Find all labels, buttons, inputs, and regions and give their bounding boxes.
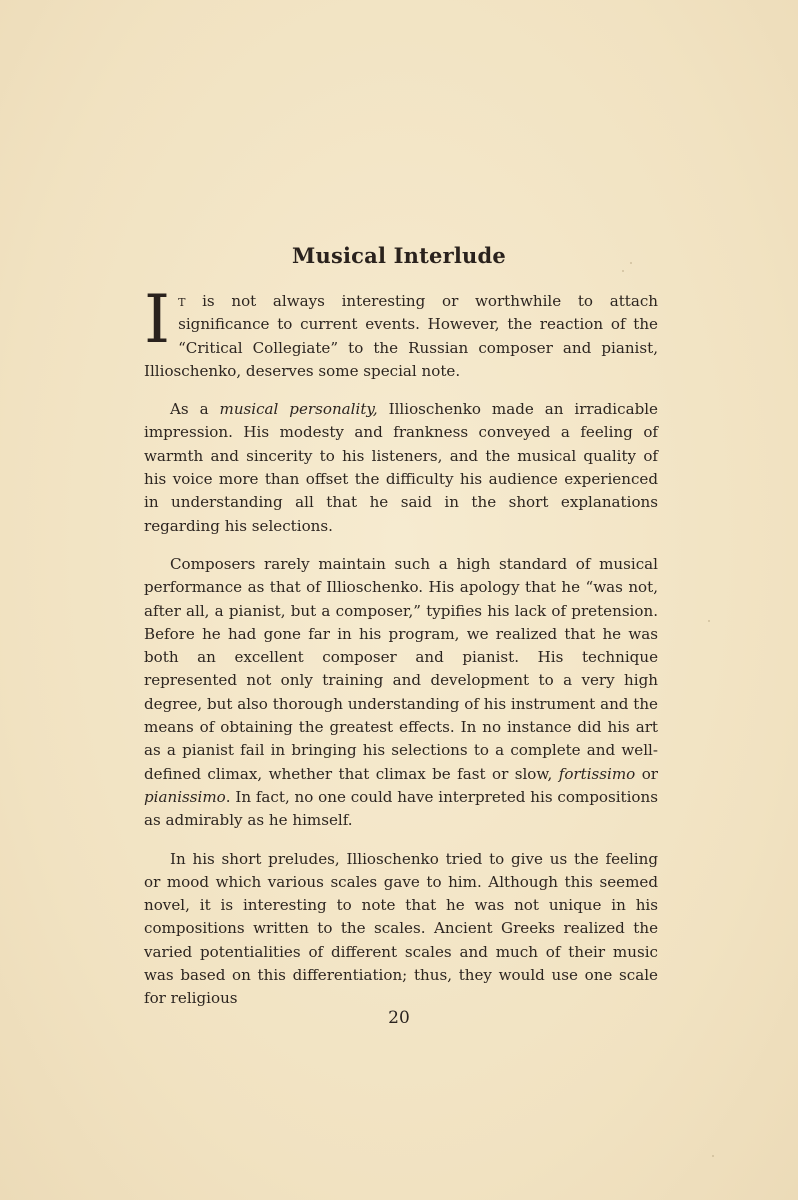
paragraph-2-italic: musical personality, xyxy=(219,400,378,419)
drop-cap: I xyxy=(144,281,171,358)
paragraph-2 xyxy=(144,398,658,538)
paragraph-3-after: . In fact, no one could have interpreted his compositions as admirably as he himself. xyxy=(144,787,658,830)
paper-speck xyxy=(712,1155,714,1157)
paragraph-1-text: is not always interesting or worthwhile to attach significance to current events. However, the reaction of the “Critical Collegiate” to the Russian composer and pianist, Illioschenko, deserves some special note. xyxy=(144,292,658,380)
paragraph-2-after: Illioschenko made an irradicable impression. His modesty and frankness conveyed a feeling of warmth and sincerity to his listeners, and the musical quality of his voice more than offset the difficulty his audience experienced in understanding all that he said in the short explanations regarding his selections. xyxy=(144,400,658,535)
paragraph-4-text: In his short preludes, Illioschenko tried to give us the feeling or mood which various scales gave to him. Although this seemed novel, it is interesting to note that he was not unique in his compositions written to the scales. Ancient Greeks realized the varied potentialities of different scales and much of their music was based on this differentiation; thus, they would use one scale for religious xyxy=(144,849,658,1008)
paragraph-3-before: Composers rarely maintain such a high standard of musical performance as that of Illioschenko. His apology that he “was not, after all, a pianist, but a composer,” typifies his lack of pretension. Before he had gone far in his program, we realized that he was both an excellent composer and pianist. His technique represented not only training and development to a very high degree, but also thorough understanding of his instrument and the means of obtaining the greatest effects. In no instance did his art as a pianist fail in bringing his selections to a complete and well-defined climax, whether that climax be fast or slow, xyxy=(144,554,658,783)
page-number: 20 xyxy=(388,1008,410,1028)
paragraph-3-italic-2: pianissimo xyxy=(144,787,226,806)
paper-speck xyxy=(708,620,710,622)
paragraph-2-before: As a xyxy=(170,400,220,419)
paragraph-4 xyxy=(144,848,658,1011)
paragraph-3 xyxy=(144,553,658,833)
paragraph-3-middle: or xyxy=(635,764,658,783)
paragraph-3-italic-1: fortissimo xyxy=(558,764,636,783)
article-body xyxy=(144,281,658,1026)
paragraph-1 xyxy=(144,281,658,383)
drop-cap-continuation: t xyxy=(178,292,186,310)
paper-speck xyxy=(630,262,632,264)
paper-speck xyxy=(622,270,624,272)
page-title: Musical Interlude xyxy=(292,243,506,268)
